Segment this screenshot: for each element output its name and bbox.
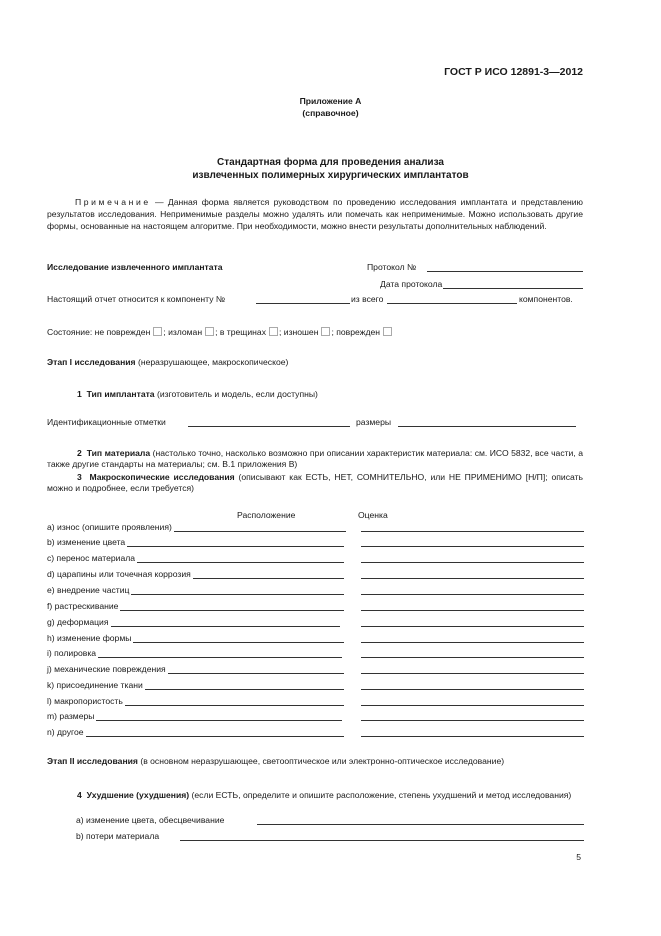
table-row-label: k) присоединение ткани bbox=[47, 680, 143, 690]
table-row-label: b) изменение цвета bbox=[47, 537, 126, 547]
condition-prefix: Состояние: не поврежден bbox=[47, 327, 151, 337]
component-number-field[interactable] bbox=[256, 303, 350, 304]
table-row-label: g) деформация bbox=[47, 617, 109, 627]
note-paragraph bbox=[47, 197, 583, 233]
form-title-line2: извлеченных полимерных хирургических имплантатов bbox=[192, 170, 469, 181]
assessment-field[interactable] bbox=[361, 531, 584, 532]
table-row-label: n) другое bbox=[47, 727, 84, 737]
item1-desc: (изготовитель и модель, если доступны) bbox=[154, 389, 318, 399]
location-field[interactable] bbox=[96, 720, 342, 721]
item1-title: Тип имплантата bbox=[86, 389, 155, 399]
location-field[interactable] bbox=[111, 626, 340, 627]
location-field[interactable] bbox=[174, 531, 346, 532]
item1-heading bbox=[77, 389, 318, 400]
table-row-label: e) внедрение частиц bbox=[47, 585, 130, 595]
table-row bbox=[47, 648, 587, 660]
item4-num: 4 bbox=[77, 790, 82, 800]
item3-paragraph bbox=[47, 472, 583, 495]
condition-option-worn: ; изношен bbox=[279, 327, 319, 337]
appendix-subtitle: (справочное) bbox=[302, 108, 359, 118]
item1-num: 1 bbox=[77, 389, 82, 399]
assessment-field[interactable] bbox=[361, 657, 584, 658]
assessment-field[interactable] bbox=[361, 720, 584, 721]
condition-option-cracked: ; в трещинах bbox=[215, 327, 266, 337]
location-field[interactable] bbox=[131, 594, 344, 595]
item4-discoloration-field[interactable] bbox=[257, 824, 584, 825]
location-field[interactable] bbox=[137, 562, 344, 563]
assessment-field[interactable] bbox=[361, 736, 584, 737]
document-number: ГОСТ Р ИСО 12891-3—2012 bbox=[444, 66, 583, 78]
assessment-field[interactable] bbox=[361, 642, 584, 643]
item2-paragraph bbox=[47, 448, 583, 471]
table-row-label: h) изменение формы bbox=[47, 633, 132, 643]
table-row-label: а) износ (опишите проявления) bbox=[47, 522, 172, 532]
stage2-desc: (в основном неразрушающее, светооптическое или электронно-оптическое исследование) bbox=[137, 756, 505, 766]
table-row bbox=[47, 664, 587, 676]
table-row bbox=[47, 617, 587, 629]
checkbox-cracked[interactable] bbox=[269, 327, 278, 336]
assessment-field[interactable] bbox=[361, 673, 584, 674]
column-assessment-header: Оценка bbox=[358, 510, 388, 520]
assessment-field[interactable] bbox=[361, 626, 584, 627]
checkbox-undamaged[interactable] bbox=[153, 327, 162, 336]
table-row-label: f) растрескивание bbox=[47, 601, 119, 611]
component-suffix: компонентов. bbox=[519, 294, 573, 304]
assessment-field[interactable] bbox=[361, 705, 584, 706]
table-row-label: m) размеры bbox=[47, 711, 95, 721]
location-field[interactable] bbox=[168, 673, 344, 674]
location-field[interactable] bbox=[193, 578, 344, 579]
protocol-number-field[interactable] bbox=[427, 271, 583, 272]
table-row bbox=[47, 680, 587, 692]
assessment-field[interactable] bbox=[361, 546, 584, 547]
item4-row-discoloration: а) изменение цвета, обесцвечивание bbox=[76, 815, 225, 825]
item2-num: 2 bbox=[77, 448, 82, 458]
stage1-title: Этап I исследования bbox=[47, 357, 136, 367]
table-row bbox=[47, 569, 587, 581]
location-field[interactable] bbox=[120, 610, 344, 611]
study-heading: Исследование извлеченного имплантата bbox=[47, 262, 223, 272]
item3-desc: (описывают как ЕСТЬ, НЕТ, СОМНИТЕЛЬНО, или НЕ ПРИМЕНИМО [Н/П]; описать можно и подробнее, если требуется) bbox=[47, 472, 584, 494]
assessment-field[interactable] bbox=[361, 594, 584, 595]
item3-num: 3 bbox=[77, 472, 82, 482]
protocol-label: Протокол № bbox=[367, 262, 417, 272]
component-prefix: Настоящий отчет относится к компоненту № bbox=[47, 294, 226, 304]
note-label: Примечание bbox=[75, 197, 151, 207]
checkbox-broken[interactable] bbox=[205, 327, 214, 336]
assessment-field[interactable] bbox=[361, 610, 584, 611]
condition-line bbox=[47, 327, 393, 338]
size-field[interactable] bbox=[398, 426, 576, 427]
column-location-header: Расположение bbox=[237, 510, 296, 520]
component-total-field[interactable] bbox=[387, 303, 517, 304]
table-row bbox=[47, 522, 587, 534]
component-middle: из всего bbox=[351, 294, 384, 304]
assessment-field[interactable] bbox=[361, 578, 584, 579]
table-row bbox=[47, 711, 587, 723]
form-title-line1: Стандартная форма для проведения анализа bbox=[217, 157, 444, 168]
item4-title: Ухудшение (ухудшения) bbox=[86, 790, 190, 800]
stage2-heading bbox=[47, 756, 504, 767]
location-field[interactable] bbox=[125, 705, 344, 706]
location-field[interactable] bbox=[127, 546, 344, 547]
stage1-desc: (неразрушающее, макроскопическое) bbox=[135, 357, 289, 367]
table-row-label: l) макропористость bbox=[47, 696, 123, 706]
item4-desc: (если ЕСТЬ, определите и опишите расположение, степень ухудшений и метод исследования) bbox=[189, 790, 572, 800]
id-marks-label: Идентификационные отметки bbox=[47, 417, 166, 427]
table-row bbox=[47, 537, 587, 549]
stage1-heading bbox=[47, 357, 288, 368]
item4-row-material-loss: b) потери материала bbox=[76, 831, 160, 841]
condition-option-broken: ; изломан bbox=[163, 327, 203, 337]
table-row-label: j) механические повреждения bbox=[47, 664, 166, 674]
table-row bbox=[47, 696, 587, 708]
assessment-field[interactable] bbox=[361, 562, 584, 563]
stage2-title: Этап II исследования bbox=[47, 756, 138, 766]
item2-title: Тип материала bbox=[86, 448, 151, 458]
location-field[interactable] bbox=[86, 736, 344, 737]
assessment-field[interactable] bbox=[361, 689, 584, 690]
table-row bbox=[47, 553, 587, 565]
protocol-date-label: Дата протокола bbox=[380, 279, 443, 289]
id-marks-field[interactable] bbox=[188, 426, 350, 427]
checkbox-damaged[interactable] bbox=[383, 327, 392, 336]
location-field[interactable] bbox=[98, 657, 342, 658]
note-text: — Данная форма является руководством по проведению исследования имплантата и представлению результатов исследования. Неприменимые разделы можно удалять или помечать как неприменимые. Можно использовать другие формы, основанные на настоящем алгоритме. При необходимости, можно внести результаты дополнительных наблюдений. bbox=[47, 197, 583, 231]
table-row-label: c) перенос материала bbox=[47, 553, 136, 563]
table-row bbox=[47, 601, 587, 613]
appendix-title: Приложение А bbox=[299, 96, 362, 106]
protocol-date-field[interactable] bbox=[443, 288, 583, 289]
table-row bbox=[47, 727, 587, 739]
checkbox-worn[interactable] bbox=[321, 327, 330, 336]
table-row bbox=[47, 585, 587, 597]
item2-desc: (настолько точно, насколько возможно при описании характеристик материала: см. ИСО 5832, все части, а также другие стандарты на материалы; см. В.1 приложения В) bbox=[47, 448, 583, 470]
location-field[interactable] bbox=[133, 642, 344, 643]
table-row bbox=[47, 633, 587, 645]
item3-title: Макроскопические исследования bbox=[89, 472, 235, 482]
item4-paragraph bbox=[47, 790, 583, 801]
page-number: 5 bbox=[576, 852, 581, 862]
condition-option-damaged: ; поврежден bbox=[331, 327, 380, 337]
location-field[interactable] bbox=[145, 689, 344, 690]
size-label: размеры bbox=[356, 417, 392, 427]
item4-material-loss-field[interactable] bbox=[180, 840, 584, 841]
table-row-label: i) полировка bbox=[47, 648, 97, 658]
table-row-label: d) царапины или точечная коррозия bbox=[47, 569, 191, 579]
